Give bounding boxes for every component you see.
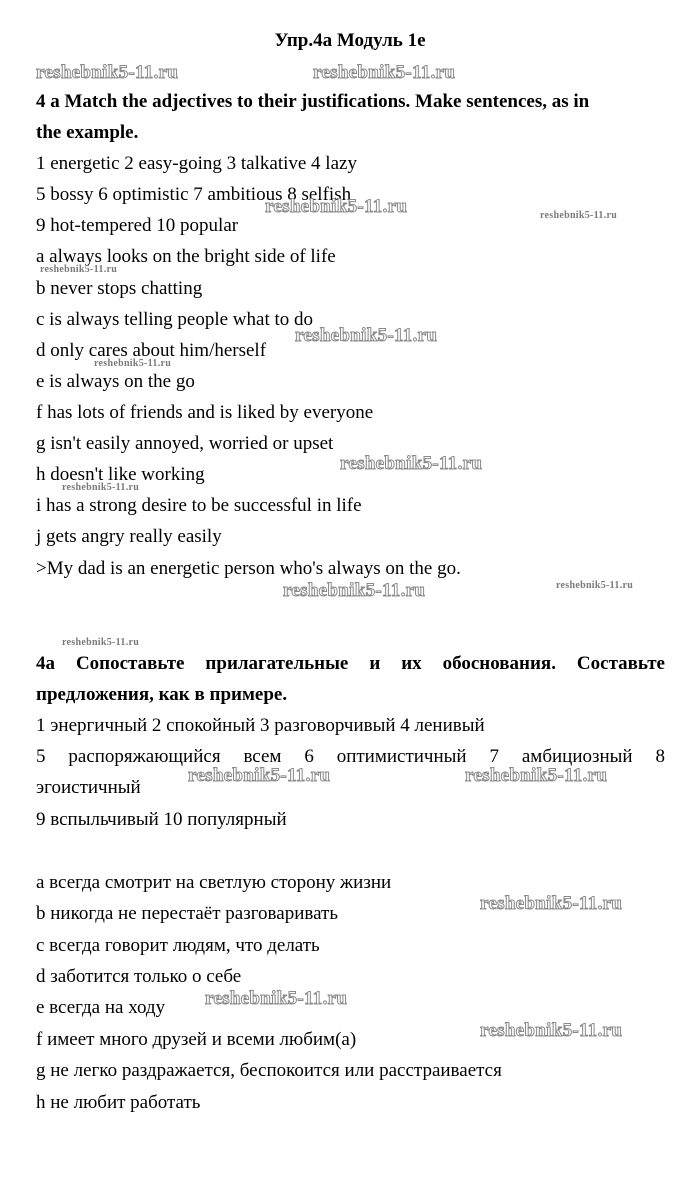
ru-adjectives-line: 1 энергичный 2 спокойный 3 разговорчивый 4 ленивый bbox=[36, 715, 485, 736]
ru-adjectives-line: эгоистичный bbox=[36, 777, 141, 798]
ru-justification-item: c всегда говорит людям, что делать bbox=[36, 935, 320, 956]
ru-justification-item: h не любит работать bbox=[36, 1092, 201, 1113]
watermark: reshebnik5-11.ru bbox=[295, 325, 438, 346]
en-justification-item: d only cares about him/herself bbox=[36, 340, 267, 361]
watermark: reshebnik5-11.ru bbox=[313, 62, 456, 83]
en-justification-item: c is always telling people what to do bbox=[36, 309, 314, 330]
ru-justification-item: f имеет много друзей и всеми любим(а) bbox=[36, 1029, 357, 1050]
en-adjectives-line: 1 energetic 2 easy-going 3 talkative 4 lazy bbox=[36, 153, 357, 174]
watermark: reshebnik5-11.ru bbox=[540, 210, 618, 221]
en-justification-item: f has lots of friends and is liked by everyone bbox=[36, 402, 374, 423]
watermark: reshebnik5-11.ru bbox=[340, 453, 483, 474]
watermark: reshebnik5-11.ru bbox=[94, 358, 172, 369]
en-example-sentence: >My dad is an energetic person who's always on the go. bbox=[36, 558, 461, 579]
watermark: reshebnik5-11.ru bbox=[480, 1020, 623, 1041]
watermark: reshebnik5-11.ru bbox=[480, 893, 623, 914]
watermark: reshebnik5-11.ru bbox=[62, 482, 140, 493]
ru-justification-item: e всегда на ходу bbox=[36, 997, 166, 1018]
watermark: reshebnik5-11.ru bbox=[465, 765, 608, 786]
en-justification-item: j gets angry really easily bbox=[36, 526, 222, 547]
en-heading-line-1: 4 a Match the adjectives to their justifications. Make sentences, as in bbox=[36, 91, 590, 112]
watermark: reshebnik5-11.ru bbox=[283, 580, 426, 601]
en-justification-item: h doesn't like working bbox=[36, 464, 205, 485]
en-justification-item: g isn't easily annoyed, worried or upset bbox=[36, 433, 334, 454]
en-justification-item: b never stops chatting bbox=[36, 278, 203, 299]
en-justification-item: e is always on the go bbox=[36, 371, 195, 392]
ru-justification-item: g не легко раздражается, беспокоится или расстраивается bbox=[36, 1060, 502, 1081]
ru-adjectives-line: 9 вспыльчивый 10 популярный bbox=[36, 809, 287, 830]
page-title: Упр.4а Модуль 1е bbox=[274, 30, 426, 51]
ru-justification-item: b никогда не перестаёт разговаривать bbox=[36, 903, 339, 924]
watermark: reshebnik5-11.ru bbox=[36, 62, 179, 83]
ru-heading-line-1: 4а Сопоставьте прилагательные и их обоснования. Составьте bbox=[36, 653, 665, 674]
en-heading-line-2: the example. bbox=[36, 122, 139, 143]
en-adjectives-line: 9 hot-tempered 10 popular bbox=[36, 215, 239, 236]
watermark: reshebnik5-11.ru bbox=[265, 196, 408, 217]
watermark: reshebnik5-11.ru bbox=[205, 988, 348, 1009]
watermark: reshebnik5-11.ru bbox=[40, 264, 118, 275]
en-adjectives-line: 5 bossy 6 optimistic 7 ambitious 8 selfish bbox=[36, 184, 352, 205]
watermark: reshebnik5-11.ru bbox=[556, 580, 634, 591]
ru-adjectives-line: 5 распоряжающийся всем 6 оптимистичный 7 амбициозный 8 bbox=[36, 746, 665, 767]
watermark: reshebnik5-11.ru bbox=[62, 637, 140, 648]
en-justification-item: i has a strong desire to be successful in life bbox=[36, 495, 362, 516]
watermark: reshebnik5-11.ru bbox=[188, 765, 331, 786]
ru-justification-item: d заботится только о себе bbox=[36, 966, 242, 987]
en-justification-item: a always looks on the bright side of life bbox=[36, 246, 336, 267]
ru-heading-line-2: предложения, как в примере. bbox=[36, 684, 288, 705]
ru-justification-item: a всегда смотрит на светлую сторону жизни bbox=[36, 872, 392, 893]
